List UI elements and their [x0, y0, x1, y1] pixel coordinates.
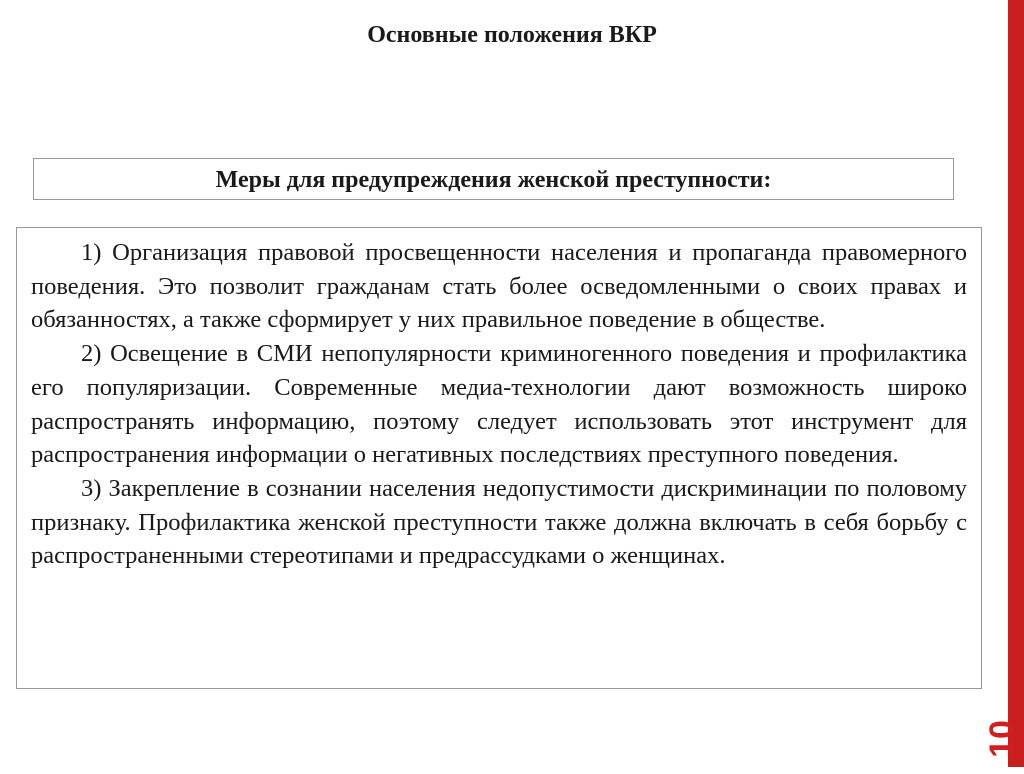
- slide-title: Основные положения ВКР: [367, 22, 657, 48]
- subtitle-box: [33, 158, 954, 200]
- paragraph-3: 3) Закрепление в сознании населения недопустимости дискриминации по половому признаку. Профилактика женской преступности также должна включать в себя борьбу с распространенными стереотипами и предрассудками о женщинах.: [31, 474, 967, 570]
- accent-bar: [1008, 0, 1024, 767]
- content-box: [16, 227, 982, 689]
- subtitle-text: Меры для предупреждения женской преступности:: [215, 167, 772, 193]
- page-number: 10: [983, 720, 1021, 758]
- paragraph-1: 1) Организация правовой просвещенности населения и пропаганда правомерного поведения. Это позволит гражданам стать более осведомленными о своих правах и обязанностях, а также сформирует у них правильное поведение в обществе.: [31, 239, 967, 334]
- paragraph-2: 2) Освещение в СМИ непопулярности криминогенного поведения и профилактика его популяризации. Современные медиа-технологии дают возможность широко распространять информацию, поэтому следует использовать этот инструмент для распространения информации о негативных последствиях преступного поведения.: [31, 340, 967, 469]
